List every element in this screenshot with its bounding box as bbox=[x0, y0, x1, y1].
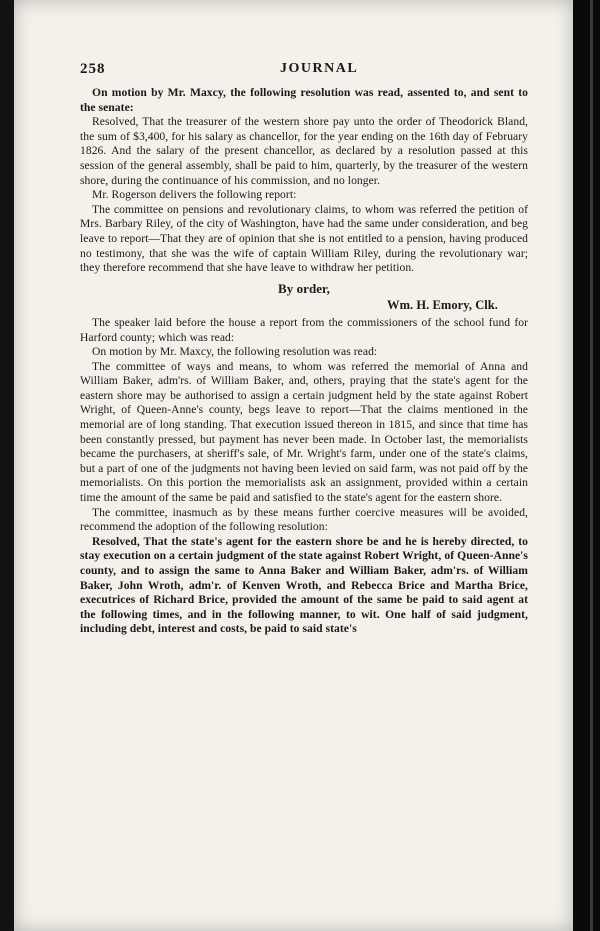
running-head: JOURNAL bbox=[280, 61, 359, 76]
motion-paragraph-2: On motion by Mr. Maxcy, the following resolution was read: bbox=[92, 345, 378, 359]
page-text-block bbox=[80, 62, 528, 637]
resolution-paragraph: Resolved, That the treasurer of the western shore pay unto the order of Theodorick Bland, the sum of $3,400, for his salary as chancellor, for the year ending on the 16th day of February 1826. And the salary of the present chancellor, as declared by a resolution passed at this session of the general assembly, shall be paid to him, quarterly, by the treasurer of the western shore, during the continuance of his commission, and no longer. bbox=[80, 115, 528, 187]
journal-page bbox=[14, 0, 573, 931]
clerk-signature: Wm. H. Emory, Clk. bbox=[387, 298, 498, 313]
report-intro: Mr. Rogerson delivers the following report: bbox=[92, 188, 297, 202]
adjacent-page-edge bbox=[590, 0, 593, 931]
ways-means-report-paragraph: The committee of ways and means, to whom was referred the memorial of Anna and William Baker, adm'rs. of William Baker, and, others, praying that the state's agent for the eastern shore may be authorised to assign a certain judgment held by the state against Robert Wright, of Queen-Anne's county, begs leave to report—That the claims mentioned in the memorial are of long standing. That execution issued thereon in 1815, and since that time has been constantly pressed, but payment has never been made. In October last, the memorialists became the purchasers, at sheriff's sale, of Mr. Wright's farm, under one of the state's claims, but a part of one of the judgments not having been levied on said farm, was not paid off by the memorialists. On this portion the memorialists ask an assignment, provided within a certain time the amount of the same be paid and satisfied to the state's agent for the eastern shore. bbox=[80, 359, 528, 505]
motion-paragraph: On motion by Mr. Maxcy, the following resolution was read, assented to, and sent to the senate: bbox=[80, 86, 528, 114]
scan-border-right bbox=[573, 0, 600, 931]
final-resolution-paragraph: Resolved, That the state's agent for the eastern shore be and he is hereby directed, to stay execution on a certain judgment of the state against Robert Wright, of Queen-Anne's county, and to assign the same to Anna Baker and William Baker, adm'rs. of William Baker, John Wroth, adm'r. of Kenven Wroth, and Rebecca Brice and Martha Brice, executrices of Richard Brice, provided the amount of the same be paid to said agent at the following times, and in the following manner, to wit. One half of said judgment, including debt, interest and costs, be paid to said state's bbox=[80, 534, 528, 636]
speaker-paragraph: The speaker laid before the house a report from the commissioners of the school fund for Harford county; which was read: bbox=[80, 315, 528, 344]
pension-report-paragraph: The committee on pensions and revolutionary claims, to whom was referred the petition of Mrs. Barbary Riley, of the city of Washington, have had the same under consideration, and beg leave to report—That they are of opinion that she is not entitled to a pension, having produced no testimony, that she was the wife of captain William Riley, during the revolutionary war; they therefore recommend that she have leave to withdraw her petition. bbox=[80, 202, 528, 275]
page-header bbox=[80, 62, 528, 82]
page-number: 258 bbox=[80, 61, 106, 77]
committee-recommendation-paragraph: The committee, inasmuch as by these means further coercive measures will be avoided, recommend the adoption of the following resolution: bbox=[80, 505, 528, 534]
scan-border-left bbox=[0, 0, 14, 931]
by-order: By order, bbox=[278, 280, 330, 296]
